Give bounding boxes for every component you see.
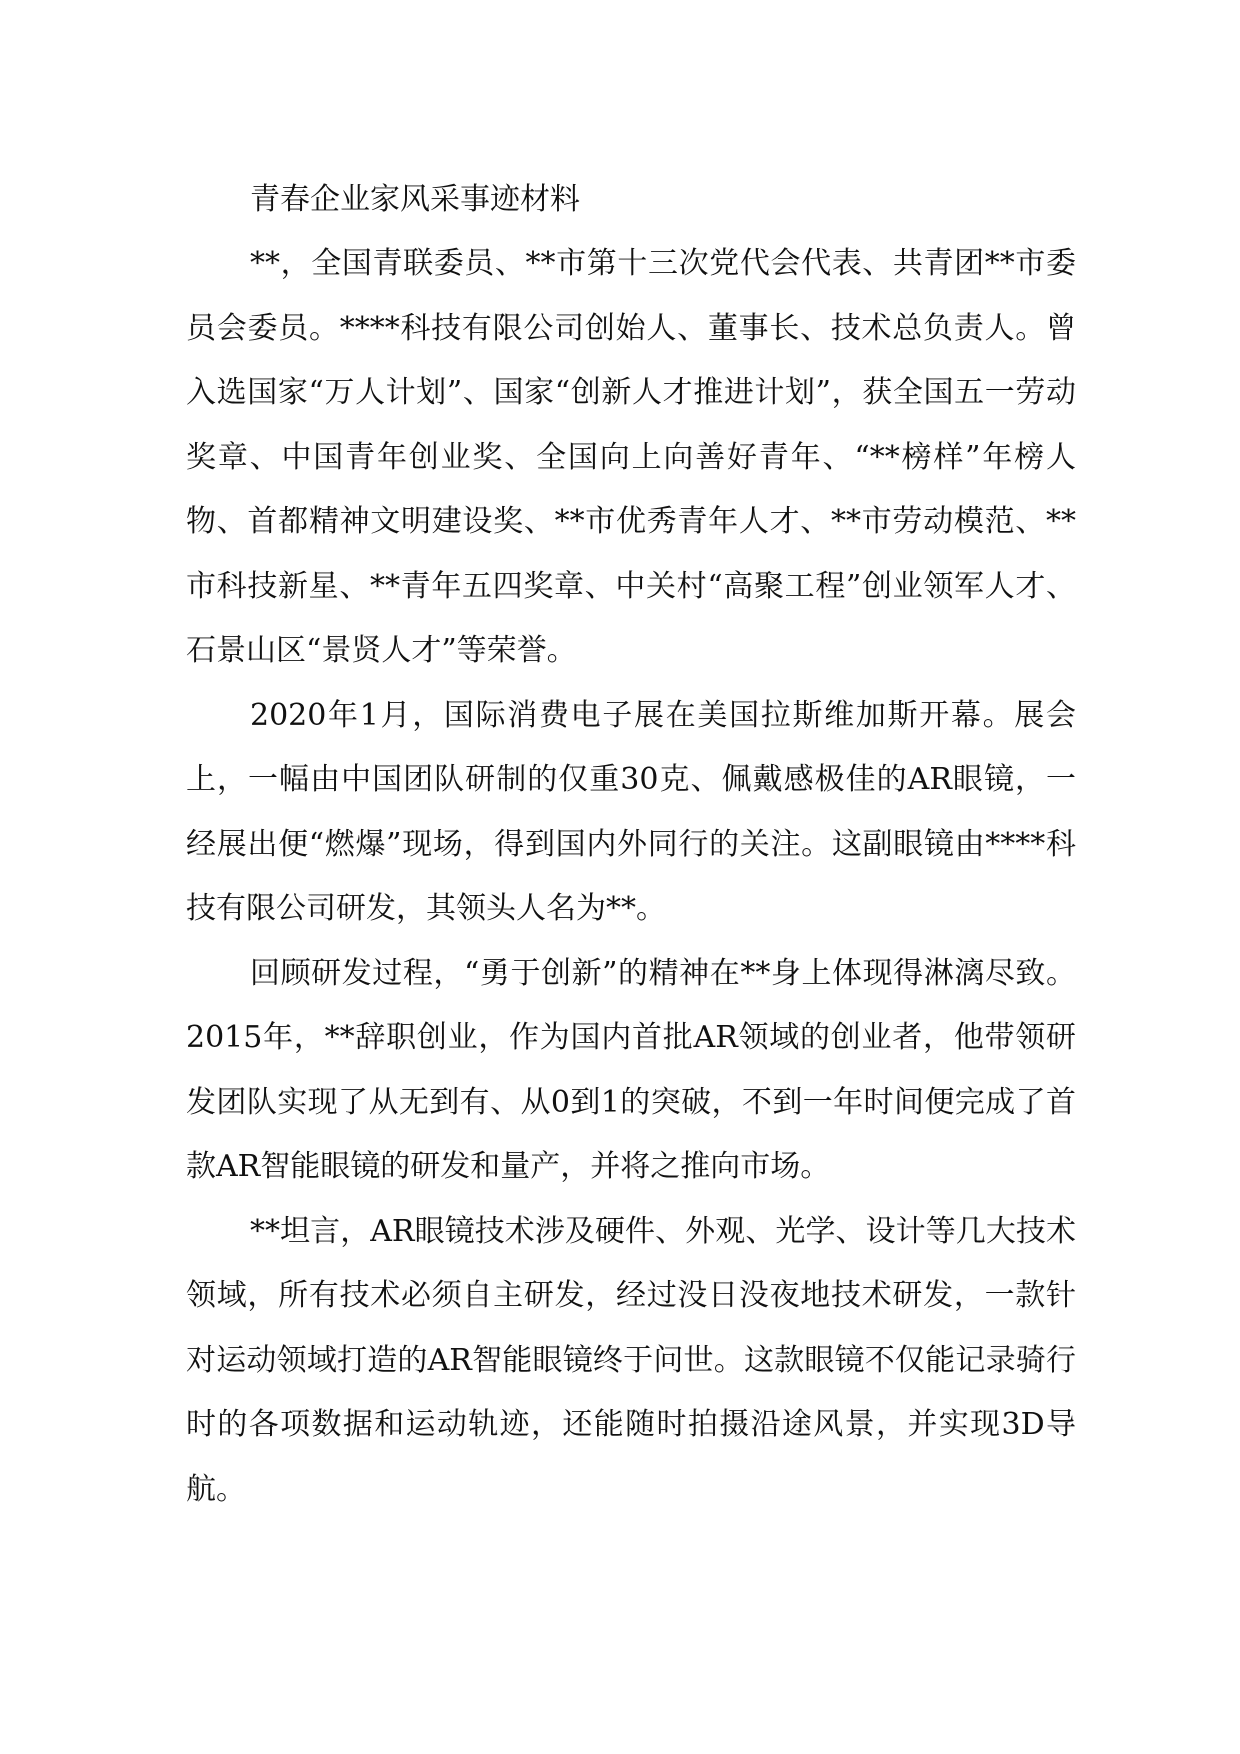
paragraph-profile: **，全国青联委员、**市第十三次党代会代表、共青团**市委员会委员。****科技有限公司创始人、董事长、技术总负责人。曾入选国家“万人计划”、国家“创新人才推进计划”，获全国五一劳动奖章、中国青年创业奖、全国向上向善好青年、“**榜样”年榜人物、首都精神文明建设奖、**市优秀青年人才、**市劳动模范、**市科技新星、**青年五四奖章、中关村“高聚工程”创业领军人才、石景山区“景贤人才”等荣誉。: [186, 246, 1076, 668]
paragraph-ces-exhibition: 2020年1月，国际消费电子展在美国拉斯维加斯开幕。展会上，一幅由中国团队研制的仅重30克、佩戴感极佳的AR眼镜，一经展出便“燃爆”现场，得到国内外同行的关注。这副眼镜由****科技有限公司研发，其领头人名为**。: [186, 697, 1076, 926]
paragraph-rd-process: 回顾研发过程，“勇于创新”的精神在**身上体现得淋漓尽致。2015年，**辞职创业，作为国内首批AR领域的创业者，他带领研发团队实现了从无到有、从0到1的突破，不到一年时间便完成了首款AR智能眼镜的研发和量产，并将之推向市场。: [186, 955, 1076, 1184]
document-title: 青春企业家风采事迹材料: [250, 182, 580, 217]
document-body: [186, 168, 1076, 1522]
paragraph-ar-glasses: **坦言，AR眼镜技术涉及硬件、外观、光学、设计等几大技术领域，所有技术必须自主研发，经过没日没夜地技术研发，一款针对运动领域打造的AR智能眼镜终于问世。这款眼镜不仅能记录骑行时的各项数据和运动轨迹，还能随时拍摄沿途风景，并实现3D导航。: [186, 1213, 1076, 1507]
